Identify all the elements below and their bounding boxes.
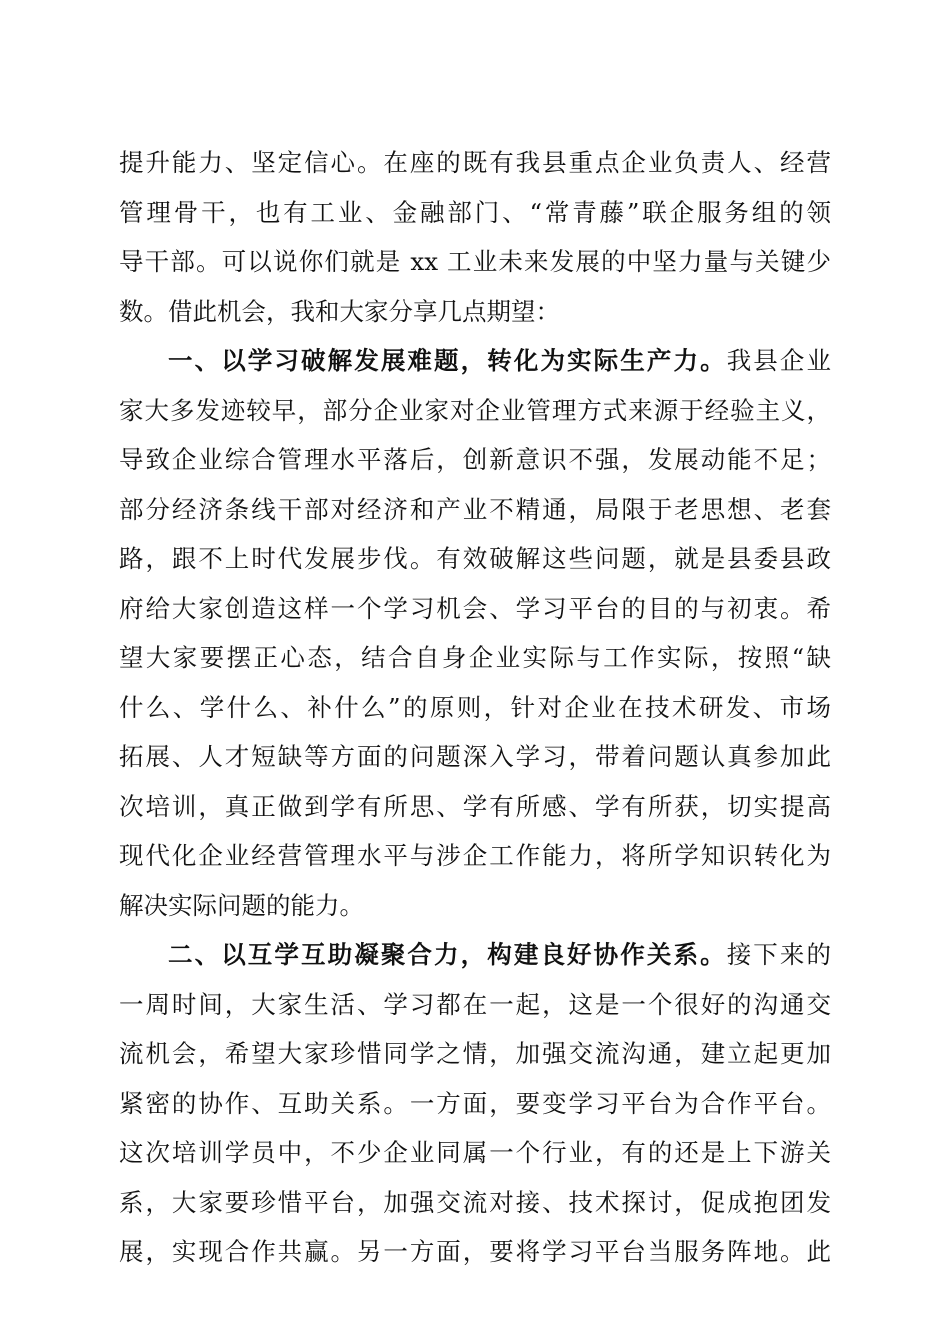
text-line: 解决实际问题的能力。 <box>119 890 364 920</box>
text-line: 什么、学什么、补什么”的原则，针对企业在技术研发、市场 <box>119 692 831 722</box>
section-heading-one: 一、以学习破解发展难题，转化为实际生产力。 <box>168 346 727 375</box>
text-line: 这次培训学员中，不少企业同属一个行业，有的还是上下游关 <box>119 1138 831 1167</box>
text-line: 系，大家要珍惜平台，加强交流对接、技术探讨，促成抱团发 <box>119 1187 831 1217</box>
text-line: 次培训，真正做到学有所思、学有所感、学有所获，切实提高 <box>119 791 831 821</box>
text-line: 导致企业综合管理水平落后，创新意识不强，发展动能不足； <box>119 445 831 474</box>
document-body <box>119 138 831 1277</box>
text-line: 部分经济条线干部对经济和产业不精通，局限于老思想、老套 <box>119 494 831 524</box>
text-line: 导干部。可以说你们就是 xx 工业未来发展的中坚力量与关键少 <box>119 247 831 276</box>
text-line: 管理骨干，也有工业、金融部门、“常青藤”联企服务组的领 <box>119 197 831 227</box>
text-run: 接下来的 <box>726 940 831 969</box>
text-line <box>119 336 831 386</box>
section-heading-two: 二、以互学互助凝聚合力，构建良好协作关系。 <box>168 940 727 969</box>
text-line: 府给大家创造这样一个学习机会、学习平台的目的与初衷。希 <box>119 593 831 623</box>
text-line: 路，跟不上时代发展步伐。有效破解这些问题，就是县委县政 <box>119 544 831 573</box>
paragraph-intro <box>119 138 831 336</box>
text-line: 展，实现合作共赢。另一方面，要将学习平台当服务阵地。此 <box>119 1237 831 1266</box>
text-line: 现代化企业经营管理水平与涉企工作能力，将所学知识转化为 <box>119 841 831 870</box>
text-line: 一周时间，大家生活、学习都在一起，这是一个很好的沟通交 <box>119 989 831 1019</box>
text-line: 数。借此机会，我和大家分享几点期望： <box>119 296 560 326</box>
text-line: 流机会，希望大家珍惜同学之情，加强交流沟通，建立起更加 <box>119 1039 831 1068</box>
paragraph-point-two <box>119 930 831 1277</box>
text-run: 我县企业 <box>726 346 831 375</box>
paragraph-point-one <box>119 336 831 930</box>
text-line: 提升能力、坚定信心。在座的既有我县重点企业负责人、经营 <box>119 148 831 177</box>
text-line: 望大家要摆正心态，结合自身企业实际与工作实际，按照“缺 <box>119 643 831 672</box>
text-line: 拓展、人才短缺等方面的问题深入学习，带着问题认真参加此 <box>119 742 831 771</box>
text-line: 家大多发迹较早，部分企业家对企业管理方式来源于经验主义， <box>119 395 831 425</box>
text-line: 紧密的协作、互助关系。一方面，要变学习平台为合作平台。 <box>119 1088 831 1118</box>
text-line <box>119 930 831 980</box>
